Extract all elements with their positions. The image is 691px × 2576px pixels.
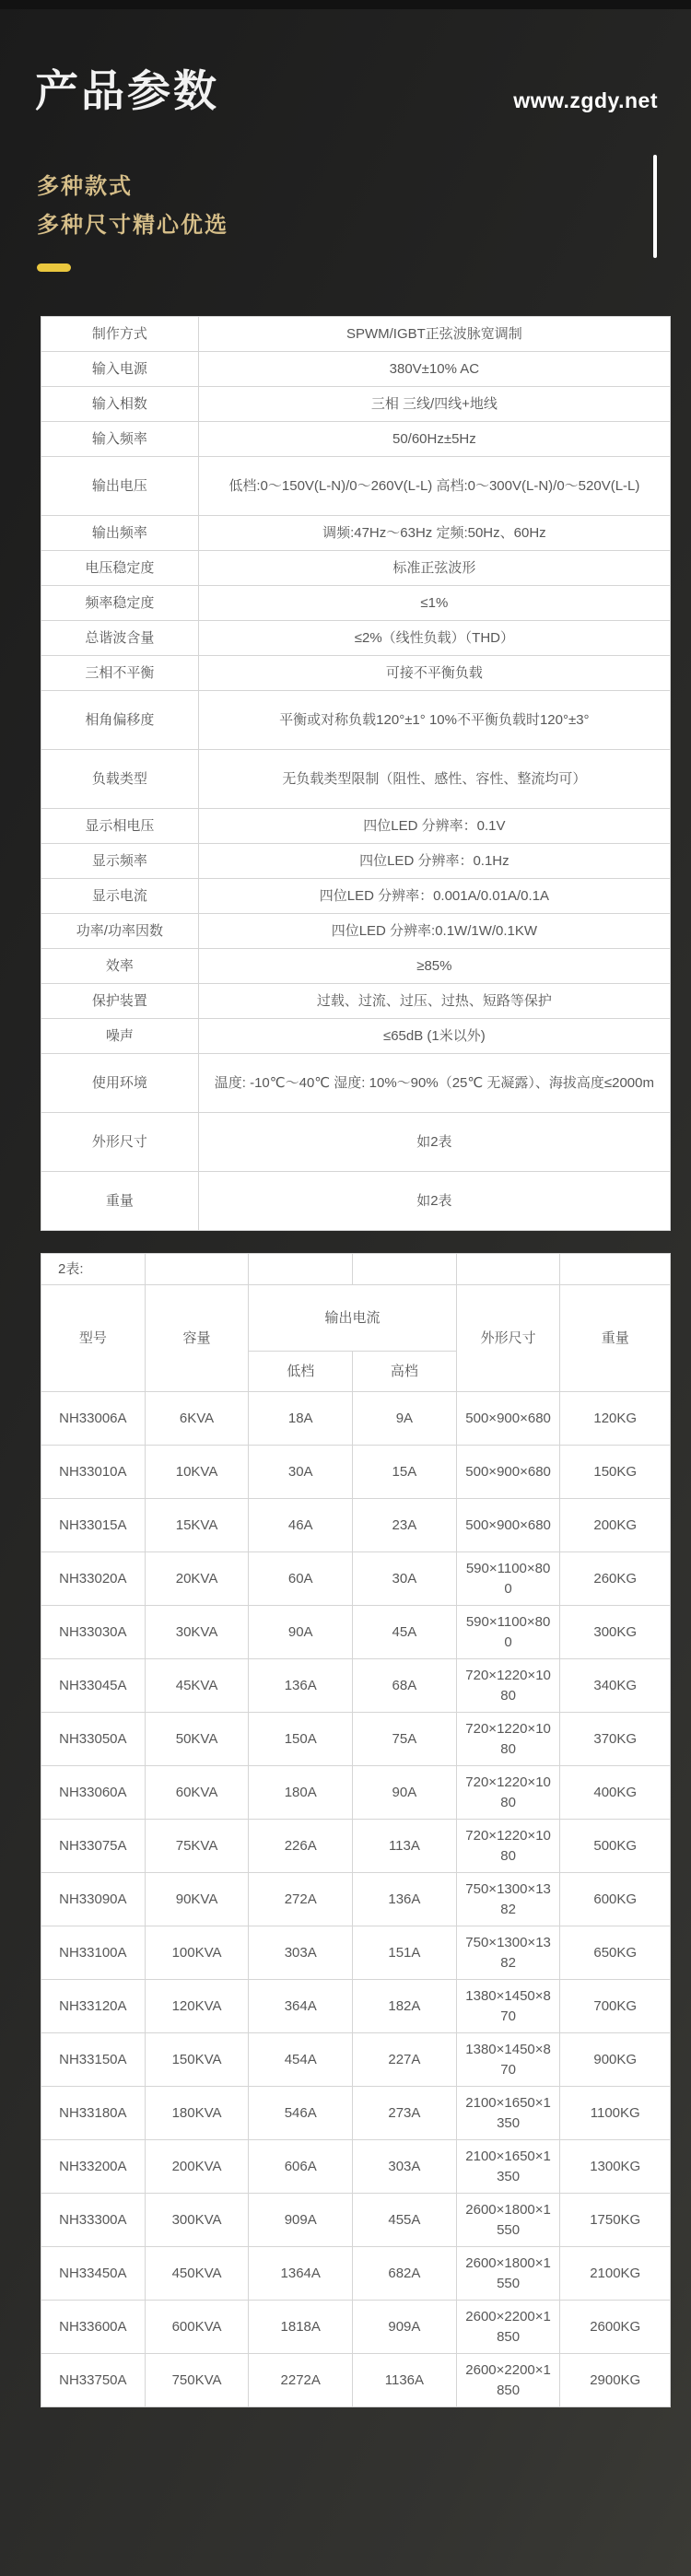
dimensions-cell: 1380×1450×870: [456, 1980, 560, 2033]
header-weight: 重量: [560, 1285, 671, 1392]
model-table-caption-row: [41, 1254, 671, 1285]
high-gear-current-cell: 182A: [353, 1980, 457, 2033]
model-cell: NH33060A: [41, 1766, 146, 1820]
spec-row: [41, 387, 671, 422]
model-row: [41, 1713, 671, 1766]
spec-value: 四位LED 分辨率：0.001A/0.01A/0.1A: [198, 879, 670, 914]
model-row: [41, 2354, 671, 2407]
scrollbar-thumb[interactable]: [653, 155, 657, 258]
spec-value: 四位LED 分辨率:0.1W/1W/0.1KW: [198, 914, 670, 949]
high-gear-current-cell: 136A: [353, 1873, 457, 1926]
model-row: [41, 1499, 671, 1552]
capacity-cell: 30KVA: [145, 1606, 249, 1659]
dimensions-cell: 500×900×680: [456, 1392, 560, 1446]
spec-value: 四位LED 分辨率：0.1V: [198, 809, 670, 844]
spec-label: 噪声: [41, 1019, 199, 1054]
spec-value: ≤1%: [198, 586, 670, 621]
spec-value: 低档:0～150V(L-N)/0～260V(L-L) 高档:0～300V(L-N)/0～520V(L-L): [198, 457, 670, 516]
low-gear-current-cell: 226A: [249, 1820, 353, 1873]
page-title: 产品参数: [35, 66, 219, 115]
spec-row: [41, 352, 671, 387]
weight-cell: 1750KG: [560, 2194, 671, 2247]
low-gear-current-cell: 1364A: [249, 2247, 353, 2301]
model-cell: NH33030A: [41, 1606, 146, 1659]
weight-cell: 400KG: [560, 1766, 671, 1820]
low-gear-current-cell: 18A: [249, 1392, 353, 1446]
high-gear-current-cell: 909A: [353, 2301, 457, 2354]
model-cell: NH33075A: [41, 1820, 146, 1873]
spec-row: [41, 750, 671, 809]
capacity-cell: 45KVA: [145, 1659, 249, 1713]
model-row: [41, 2247, 671, 2301]
capacity-cell: 180KVA: [145, 2087, 249, 2140]
dimensions-cell: 2600×1800×1550: [456, 2247, 560, 2301]
spec-label: 输出电压: [41, 457, 199, 516]
spec-value: ≤65dB (1米以外): [198, 1019, 670, 1054]
capacity-cell: 10KVA: [145, 1446, 249, 1499]
dimensions-cell: 720×1220×1080: [456, 1659, 560, 1713]
low-gear-current-cell: 60A: [249, 1552, 353, 1606]
high-gear-current-cell: 45A: [353, 1606, 457, 1659]
weight-cell: 2100KG: [560, 2247, 671, 2301]
model-cell: NH33750A: [41, 2354, 146, 2407]
high-gear-current-cell: 227A: [353, 2033, 457, 2087]
dimensions-cell: 750×1300×1382: [456, 1926, 560, 1980]
low-gear-current-cell: 1818A: [249, 2301, 353, 2354]
weight-cell: 600KG: [560, 1873, 671, 1926]
spec-value: 无负载类型限制（阻性、感性、容性、整流均可）: [198, 750, 670, 809]
header-dimensions: 外形尺寸: [456, 1285, 560, 1392]
capacity-cell: 50KVA: [145, 1713, 249, 1766]
spec-row: [41, 422, 671, 457]
weight-cell: 2900KG: [560, 2354, 671, 2407]
model-row: [41, 1980, 671, 2033]
weight-cell: 340KG: [560, 1659, 671, 1713]
spec-label: 制作方式: [41, 317, 199, 352]
model-cell: NH33006A: [41, 1392, 146, 1446]
empty-cell: [249, 1254, 353, 1285]
capacity-cell: 150KVA: [145, 2033, 249, 2087]
high-gear-current-cell: 30A: [353, 1552, 457, 1606]
dimensions-cell: 720×1220×1080: [456, 1820, 560, 1873]
low-gear-current-cell: 46A: [249, 1499, 353, 1552]
spec-value: 调频:47Hz～63Hz 定频:50Hz、60Hz: [198, 516, 670, 551]
model-row: [41, 1552, 671, 1606]
spec-label: 三相不平衡: [41, 656, 199, 691]
weight-cell: 1300KG: [560, 2140, 671, 2194]
spec-label: 显示频率: [41, 844, 199, 879]
capacity-cell: 300KVA: [145, 2194, 249, 2247]
spec-row: [41, 691, 671, 750]
low-gear-current-cell: 606A: [249, 2140, 353, 2194]
spec-label: 总谐波含量: [41, 621, 199, 656]
empty-cell: [353, 1254, 457, 1285]
model-row: [41, 1820, 671, 1873]
capacity-cell: 20KVA: [145, 1552, 249, 1606]
model-row: [41, 1766, 671, 1820]
empty-cell: [145, 1254, 249, 1285]
weight-cell: 300KG: [560, 1606, 671, 1659]
header-high-gear: 高档: [353, 1352, 457, 1392]
spec-row: [41, 984, 671, 1019]
spec-label: 输入相数: [41, 387, 199, 422]
model-cell: NH33150A: [41, 2033, 146, 2087]
high-gear-current-cell: 303A: [353, 2140, 457, 2194]
spec-label: 输入频率: [41, 422, 199, 457]
high-gear-current-cell: 455A: [353, 2194, 457, 2247]
high-gear-current-cell: 9A: [353, 1392, 457, 1446]
model-row: [41, 1926, 671, 1980]
model-table-head: [41, 1254, 671, 1392]
spec-value: 温度: -10℃～40℃ 湿度: 10%～90%（25℃ 无凝露）、海拔高度≤2000m: [198, 1054, 670, 1113]
empty-cell: [560, 1254, 671, 1285]
weight-cell: 370KG: [560, 1713, 671, 1766]
spec-value: 如2表: [198, 1113, 670, 1172]
weight-cell: 700KG: [560, 1980, 671, 2033]
high-gear-current-cell: 75A: [353, 1713, 457, 1766]
model-cell: NH33050A: [41, 1713, 146, 1766]
model-cell: NH33020A: [41, 1552, 146, 1606]
model-table-section: [41, 1253, 671, 2407]
high-gear-current-cell: 15A: [353, 1446, 457, 1499]
top-dark-strip: [0, 0, 691, 9]
spec-value: 50/60Hz±5Hz: [198, 422, 670, 457]
spec-row: [41, 1054, 671, 1113]
model-row: [41, 1606, 671, 1659]
spec-label: 重量: [41, 1172, 199, 1231]
spec-row: [41, 879, 671, 914]
subtitle-line-2: 多种尺寸精心优选: [37, 213, 228, 238]
model-cell: NH33300A: [41, 2194, 146, 2247]
weight-cell: 500KG: [560, 1820, 671, 1873]
model-row: [41, 2194, 671, 2247]
spec-label: 显示相电压: [41, 809, 199, 844]
low-gear-current-cell: 303A: [249, 1926, 353, 1980]
dimensions-cell: 750×1300×1382: [456, 1873, 560, 1926]
dimensions-cell: 720×1220×1080: [456, 1766, 560, 1820]
weight-cell: 120KG: [560, 1392, 671, 1446]
dimensions-cell: 1380×1450×870: [456, 2033, 560, 2087]
spec-row: [41, 809, 671, 844]
spec-row: [41, 1019, 671, 1054]
dimensions-cell: 2100×1650×1350: [456, 2087, 560, 2140]
model-row: [41, 1446, 671, 1499]
spec-label: 效率: [41, 949, 199, 984]
low-gear-current-cell: 30A: [249, 1446, 353, 1499]
capacity-cell: 600KVA: [145, 2301, 249, 2354]
spec-value: ≥85%: [198, 949, 670, 984]
spec-label: 输出频率: [41, 516, 199, 551]
low-gear-current-cell: 454A: [249, 2033, 353, 2087]
subtitle-line-1: 多种款式: [37, 174, 133, 199]
site-url: www.zgdy.net: [513, 88, 658, 112]
spec-value: 四位LED 分辨率：0.1Hz: [198, 844, 670, 879]
weight-cell: 1100KG: [560, 2087, 671, 2140]
model-table: [41, 1253, 671, 2407]
spec-value: 过载、过流、过压、过热、短路等保护: [198, 984, 670, 1019]
spec-table-section: [41, 316, 671, 1231]
spec-row: [41, 1113, 671, 1172]
high-gear-current-cell: 1136A: [353, 2354, 457, 2407]
spec-label: 保护装置: [41, 984, 199, 1019]
gold-accent-dash: [37, 263, 71, 272]
high-gear-current-cell: 151A: [353, 1926, 457, 1980]
capacity-cell: 75KVA: [145, 1820, 249, 1873]
model-cell: NH33600A: [41, 2301, 146, 2354]
spec-row: [41, 914, 671, 949]
model-row: [41, 1392, 671, 1446]
header-capacity: 容量: [145, 1285, 249, 1392]
low-gear-current-cell: 272A: [249, 1873, 353, 1926]
spec-label: 负载类型: [41, 750, 199, 809]
model-row: [41, 2301, 671, 2354]
low-gear-current-cell: 546A: [249, 2087, 353, 2140]
spec-value: SPWM/IGBT正弦波脉宽调制: [198, 317, 670, 352]
high-gear-current-cell: 273A: [353, 2087, 457, 2140]
weight-cell: 2600KG: [560, 2301, 671, 2354]
weight-cell: 900KG: [560, 2033, 671, 2087]
spec-value: 标准正弦波形: [198, 551, 670, 586]
spec-row: [41, 949, 671, 984]
dimensions-cell: 720×1220×1080: [456, 1713, 560, 1766]
model-row: [41, 1873, 671, 1926]
model-table-body: [41, 1392, 671, 2407]
spec-value: 如2表: [198, 1172, 670, 1231]
model-row: [41, 2087, 671, 2140]
spec-label: 功率/功率因数: [41, 914, 199, 949]
capacity-cell: 90KVA: [145, 1873, 249, 1926]
low-gear-current-cell: 364A: [249, 1980, 353, 2033]
dimensions-cell: 590×1100×800: [456, 1552, 560, 1606]
high-gear-current-cell: 682A: [353, 2247, 457, 2301]
high-gear-current-cell: 113A: [353, 1820, 457, 1873]
weight-cell: 200KG: [560, 1499, 671, 1552]
weight-cell: 650KG: [560, 1926, 671, 1980]
spec-value: 三相 三线/四线+地线: [198, 387, 670, 422]
spec-value: 可接不平衡负载: [198, 656, 670, 691]
spec-row: [41, 551, 671, 586]
model-row: [41, 2140, 671, 2194]
dimensions-cell: 2100×1650×1350: [456, 2140, 560, 2194]
spec-label: 电压稳定度: [41, 551, 199, 586]
model-cell: NH33100A: [41, 1926, 146, 1980]
spec-row: [41, 516, 671, 551]
weight-cell: 260KG: [560, 1552, 671, 1606]
spec-row: [41, 621, 671, 656]
low-gear-current-cell: 909A: [249, 2194, 353, 2247]
spec-row: [41, 656, 671, 691]
low-gear-current-cell: 180A: [249, 1766, 353, 1820]
high-gear-current-cell: 23A: [353, 1499, 457, 1552]
spec-value: 380V±10% AC: [198, 352, 670, 387]
dimensions-cell: 500×900×680: [456, 1446, 560, 1499]
spec-row: [41, 844, 671, 879]
spec-value: ≤2%（线性负载）（THD）: [198, 621, 670, 656]
model-row: [41, 2033, 671, 2087]
model-table-header-row: [41, 1285, 671, 1352]
spec-label: 相角偏移度: [41, 691, 199, 750]
spec-label: 外形尺寸: [41, 1113, 199, 1172]
spec-table: [41, 316, 671, 1231]
model-table-caption: 2表:: [41, 1254, 146, 1285]
dimensions-cell: 2600×2200×1850: [456, 2301, 560, 2354]
spec-row: [41, 457, 671, 516]
model-row: [41, 1659, 671, 1713]
spec-label: 频率稳定度: [41, 586, 199, 621]
dimensions-cell: 2600×2200×1850: [456, 2354, 560, 2407]
model-cell: NH33120A: [41, 1980, 146, 2033]
model-cell: NH33180A: [41, 2087, 146, 2140]
spec-value: 平衡或对称负载120°±1° 10%不平衡负载时120°±3°: [198, 691, 670, 750]
model-cell: NH33450A: [41, 2247, 146, 2301]
model-cell: NH33090A: [41, 1873, 146, 1926]
model-cell: NH33045A: [41, 1659, 146, 1713]
capacity-cell: 6KVA: [145, 1392, 249, 1446]
low-gear-current-cell: 136A: [249, 1659, 353, 1713]
low-gear-current-cell: 90A: [249, 1606, 353, 1659]
capacity-cell: 120KVA: [145, 1980, 249, 2033]
header-output-current: 输出电流: [249, 1285, 456, 1352]
spec-row: [41, 586, 671, 621]
dimensions-cell: 590×1100×800: [456, 1606, 560, 1659]
header-model: 型号: [41, 1285, 146, 1392]
capacity-cell: 750KVA: [145, 2354, 249, 2407]
dimensions-cell: 2600×1800×1550: [456, 2194, 560, 2247]
model-cell: NH33200A: [41, 2140, 146, 2194]
low-gear-current-cell: 150A: [249, 1713, 353, 1766]
high-gear-current-cell: 68A: [353, 1659, 457, 1713]
spec-row: [41, 317, 671, 352]
spec-row: [41, 1172, 671, 1231]
high-gear-current-cell: 90A: [353, 1766, 457, 1820]
spec-table-body: [41, 317, 671, 1231]
model-cell: NH33010A: [41, 1446, 146, 1499]
low-gear-current-cell: 2272A: [249, 2354, 353, 2407]
header-low-gear: 低档: [249, 1352, 353, 1392]
empty-cell: [456, 1254, 560, 1285]
capacity-cell: 60KVA: [145, 1766, 249, 1820]
capacity-cell: 15KVA: [145, 1499, 249, 1552]
dimensions-cell: 500×900×680: [456, 1499, 560, 1552]
spec-label: 输入电源: [41, 352, 199, 387]
capacity-cell: 100KVA: [145, 1926, 249, 1980]
spec-label: 显示电流: [41, 879, 199, 914]
capacity-cell: 450KVA: [145, 2247, 249, 2301]
capacity-cell: 200KVA: [145, 2140, 249, 2194]
weight-cell: 150KG: [560, 1446, 671, 1499]
spec-label: 使用环境: [41, 1054, 199, 1113]
model-cell: NH33015A: [41, 1499, 146, 1552]
